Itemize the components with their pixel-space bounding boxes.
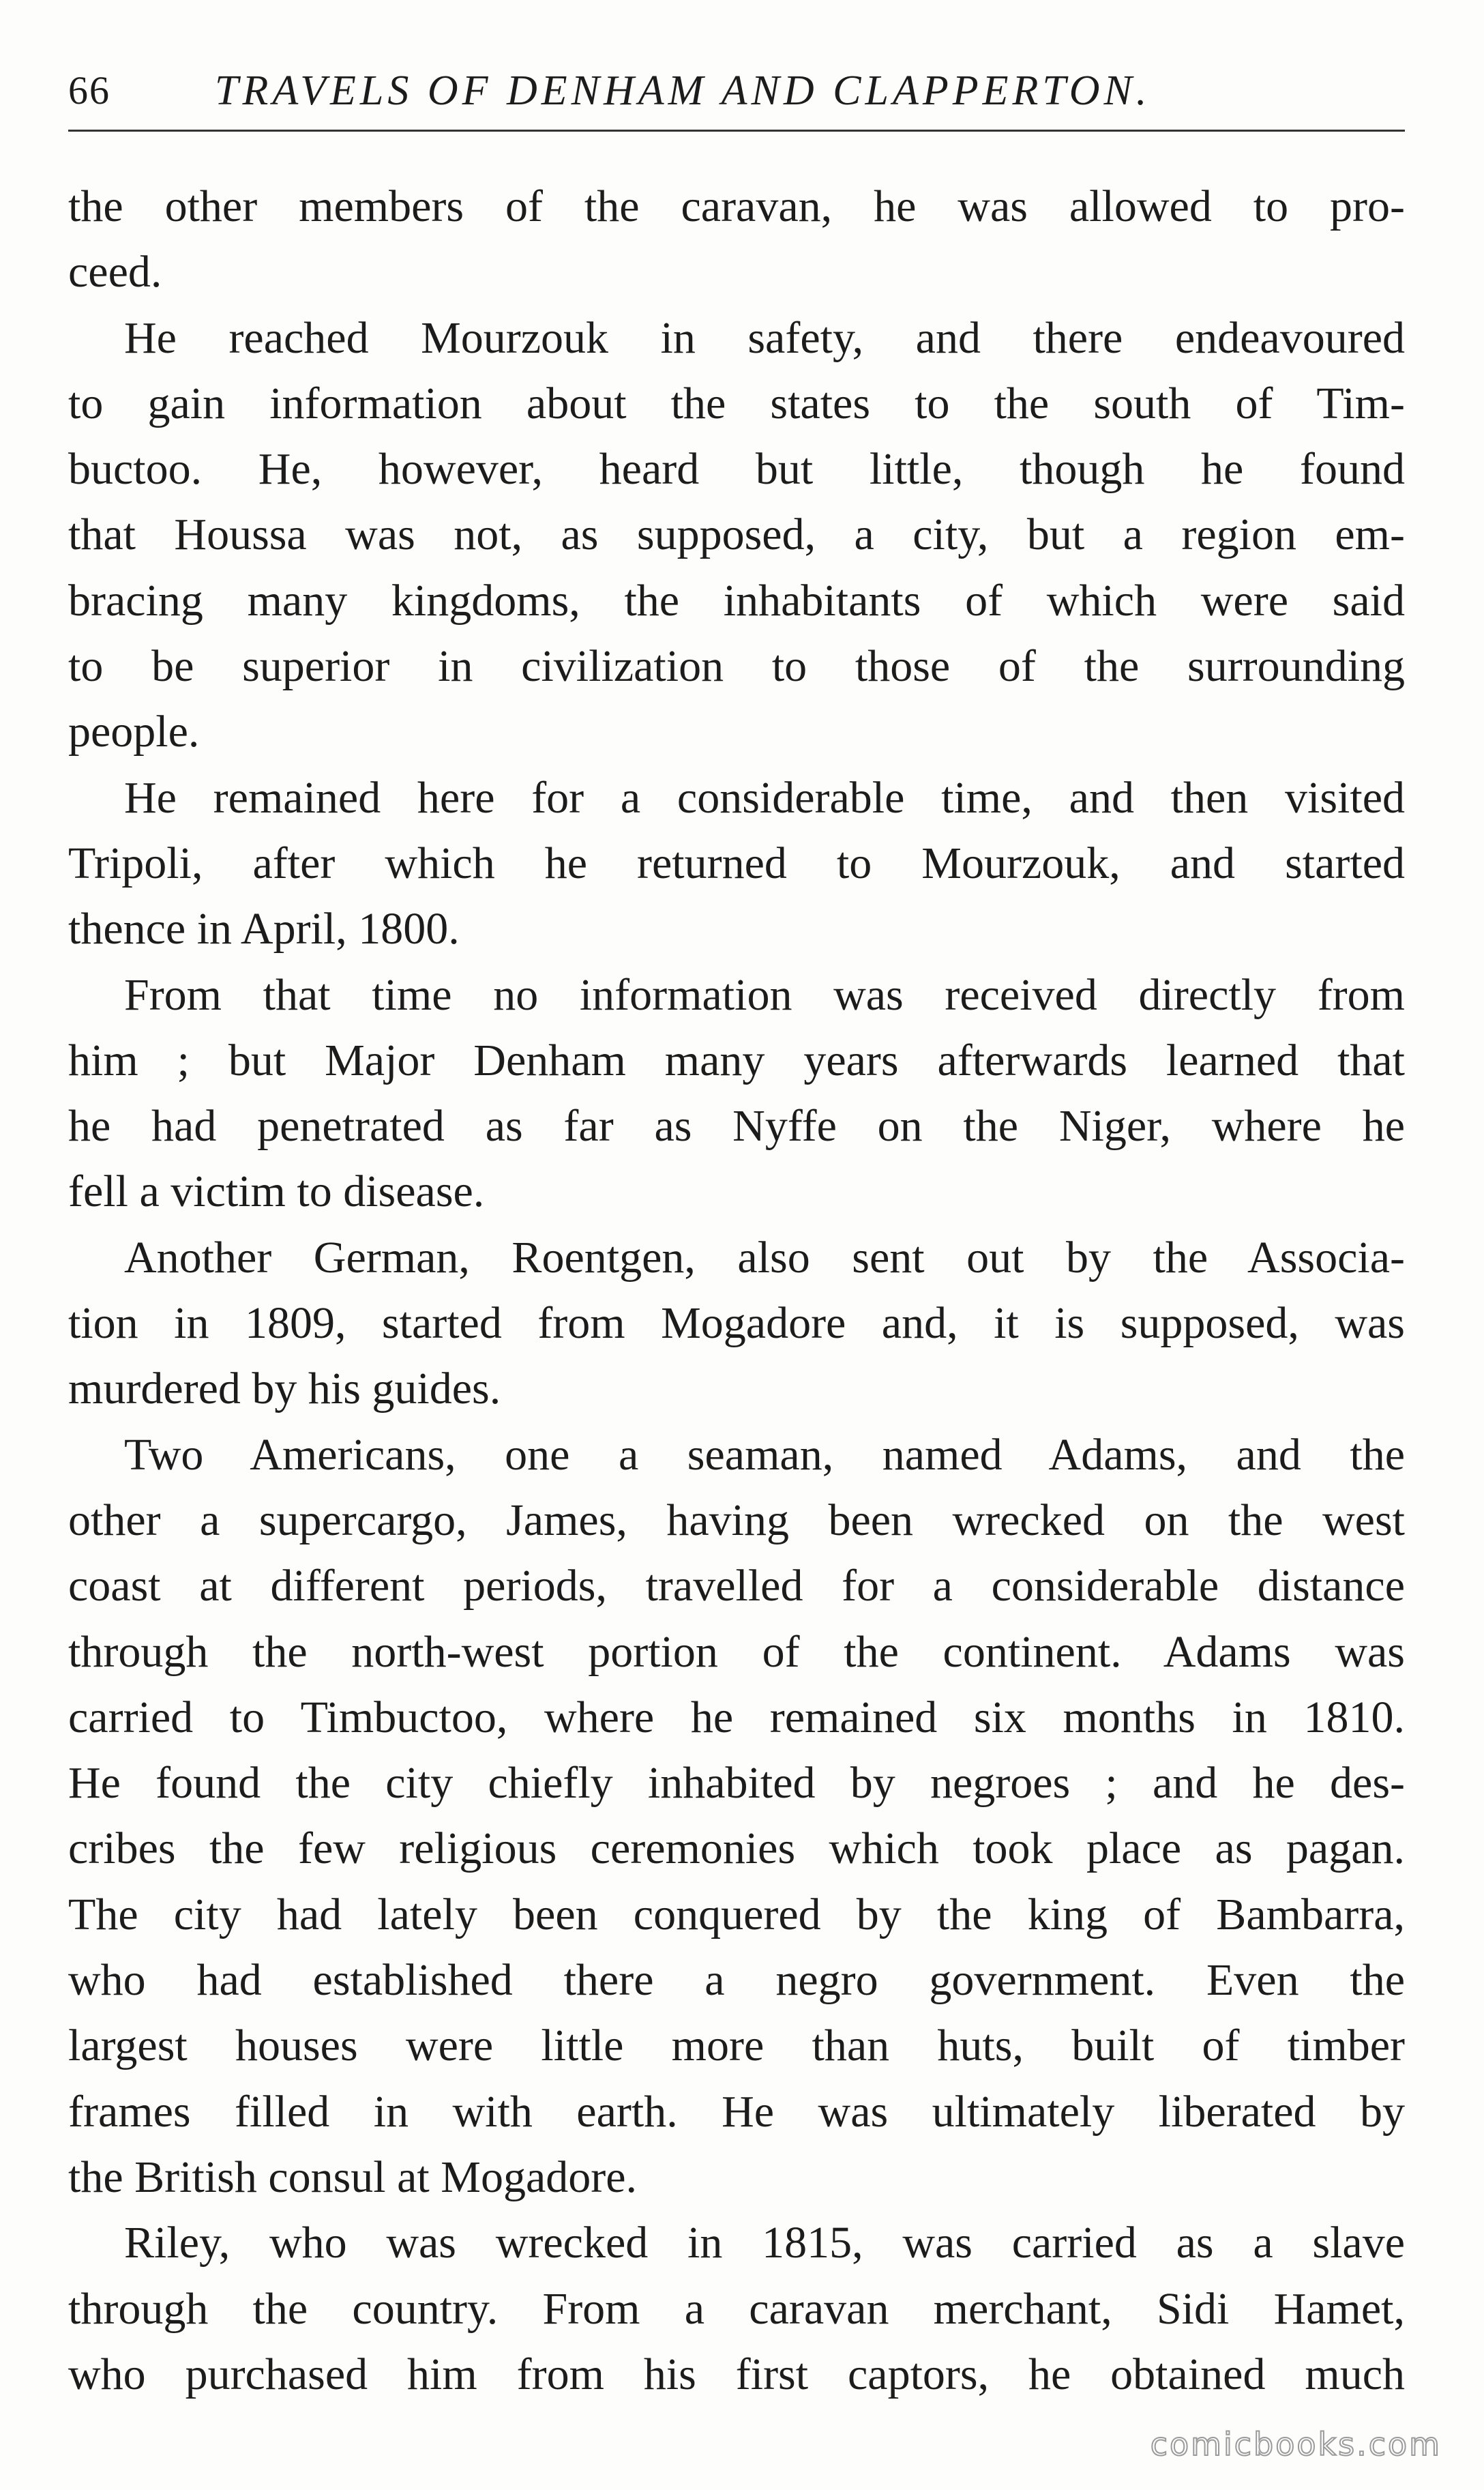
text-line: him ; but Major Denham many years afterwards learned that: [68, 1035, 1405, 1085]
text-line: From that time no information was received directly from: [124, 969, 1405, 1020]
text-line: he had penetrated as far as Nyffe on the Niger, where he: [68, 1101, 1405, 1152]
text-line: people.: [68, 707, 200, 757]
text-line: through the north-west portion of the continent. Adams was: [68, 1626, 1405, 1677]
watermark: comicbooks.com: [1150, 2426, 1442, 2463]
text-line: the other members of the caravan, he was allowed to pro-: [68, 181, 1405, 231]
text-line: He found the city chiefly inhabited by negroes ; and he des-: [68, 1758, 1405, 1808]
text-line: buctoo. He, however, heard but little, though he found: [68, 444, 1405, 495]
running-title: TRAVELS OF DENHAM AND CLAPPERTON.: [215, 68, 1151, 114]
text-line: the British consul at Mogadore.: [68, 2152, 638, 2202]
text-line: bracing many kingdoms, the inhabitants of which were said: [68, 575, 1405, 626]
text-line: to gain information about the states to the south of Tim-: [68, 378, 1405, 428]
page-number: 66: [68, 68, 110, 113]
text-line: He reached Mourzouk in safety, and there endeavoured: [124, 312, 1405, 363]
text-line: He remained here for a considerable time, and then visited: [124, 772, 1405, 823]
text-line: Two Americans, one a seaman, named Adams, and the: [124, 1429, 1405, 1480]
text-line: murdered by his guides.: [68, 1364, 501, 1414]
text-line: through the country. From a caravan merchant, Sidi Hamet,: [68, 2283, 1405, 2334]
text-line: other a supercargo, James, having been wrecked on the west: [68, 1495, 1405, 1545]
text-line: Tripoli, after which he returned to Mourzouk, and started: [68, 838, 1405, 888]
text-line: frames filled in with earth. He was ultimately liberated by: [68, 2086, 1405, 2137]
text-line: fell a victim to disease.: [68, 1167, 485, 1217]
text-line: Riley, who was wrecked in 1815, was carried as a slave: [124, 2218, 1405, 2268]
text-line: thence in April, 1800.: [68, 904, 460, 954]
text-line: cribes the few religious ceremonies which took place as pagan.: [68, 1823, 1405, 1874]
text-line: The city had lately been conquered by the king of Bambarra,: [68, 1889, 1405, 1939]
text-line: carried to Timbuctoo, where he remained six months in 1810.: [68, 1692, 1405, 1742]
text-line: Another German, Roentgen, also sent out by the Associa-: [124, 1232, 1405, 1283]
text-line: to be superior in civilization to those of the surrounding: [68, 641, 1405, 692]
text-line: who had established there a negro government. Even the: [68, 1955, 1405, 2006]
text-line: ceed.: [68, 247, 162, 297]
body-text: [68, 174, 1405, 2407]
text-line: coast at different periods, travelled for a considerable distance: [68, 1561, 1405, 1611]
text-line: tion in 1809, started from Mogadore and, it is supposed, was: [68, 1298, 1405, 1349]
text-line: largest houses were little more than huts, built of timber: [68, 2021, 1405, 2071]
running-head: [68, 60, 1405, 121]
header-rule: [68, 130, 1405, 132]
text-line: who purchased him from his first captors, he obtained much: [68, 2349, 1405, 2399]
text-line: that Houssa was not, as supposed, a city, but a region em-: [68, 510, 1405, 560]
